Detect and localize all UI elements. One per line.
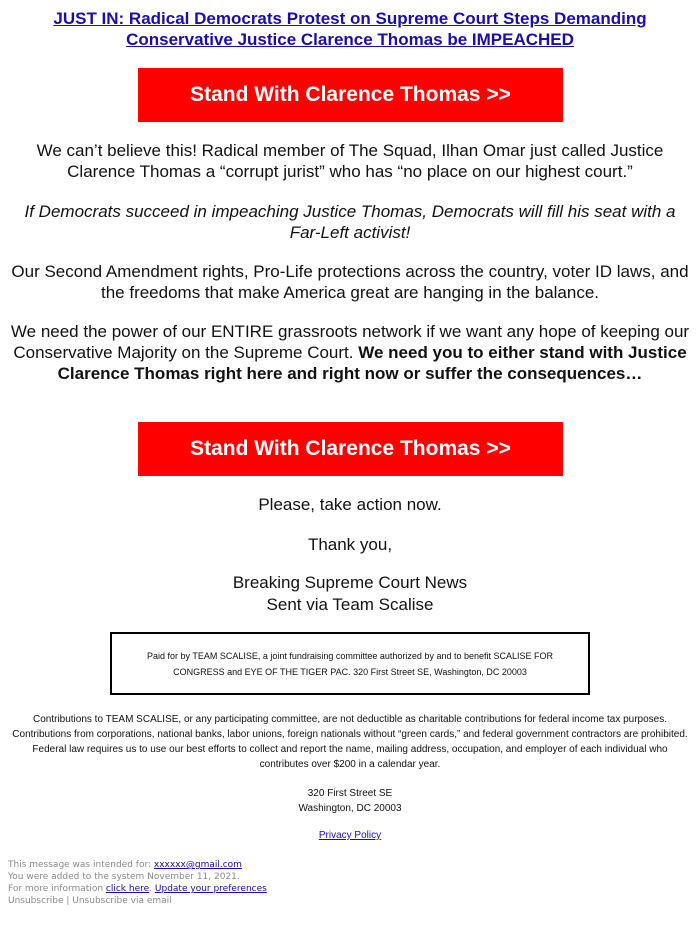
update-preferences-link[interactable]: Update your preferences [154,884,267,894]
legal-notice: Contributions to TEAM SCALISE, or any participating committee, are not deductible as charitable contributions for federal income tax purposes. Contributions from corporations, national banks, labor unions, foreign nationals without “green cards,” and federal government contractors are prohibited. Federal law requires us to use our best efforts to collect and report the name, mailing address, occupation, and employer of each individual who contributes over $200 in a calendar year. [12,714,688,770]
click-here-link[interactable]: click here [105,884,150,894]
signature-line-1: Breaking Supreme Court News [232,573,468,592]
privacy-row [10,828,690,843]
headline [0,8,700,50]
paid-for-text: Paid for by TEAM SCALISE, a joint fundraising committee authorized by and to benefit SCALISE FOR CONGRESS and EYE OF THE TIGER PAC. 320 First Street SE, Washington, DC 20003 [146,650,554,677]
privacy-policy-link[interactable]: Privacy Policy [318,830,382,841]
paid-for-disclaimer [110,632,590,695]
take-action-text: Please, take action now. [258,495,442,514]
headline-line-2[interactable]: Conservative Justice Clarence Thomas be IMPEACHED [126,30,574,49]
headline-link[interactable] [53,9,646,49]
warning-paragraph: If Democrats succeed in impeaching Justice Thomas, Democrats will fill his seat with a Far-Left activist! [24,202,676,242]
thank-you-text: Thank you, [307,535,393,554]
rights-paragraph: Our Second Amendment rights, Pro-Life protections across the country, voter ID laws, and the freedoms that make America great are hanging in the balance. [11,262,689,302]
more-info-separator: . [149,884,155,894]
footer-meta [8,859,508,907]
intended-recipient-row [8,859,508,871]
unsubscribe-link[interactable]: Unsubscribe [8,896,64,906]
cta-button-bottom[interactable]: Stand With Clarence Thomas >> [138,422,563,476]
appeal-text: We need the power of our ENTIRE grassroots network if we want any hope of keeping our Conservative Majority on the Supreme Court. [10,322,690,362]
added-date-text: You were added to the system November 11, 2021. [8,872,240,882]
more-info-row [8,883,508,895]
appeal-paragraph [8,321,692,384]
headline-line-1[interactable]: JUST IN: Radical Democrats Protest on Supreme Court Steps Demanding [53,9,647,28]
intended-label: This message was intended for: [8,860,154,870]
mailing-address [10,786,690,816]
address-line-1: 320 First Street SE [307,788,393,799]
intro-paragraph: We can’t believe this! Radical member of The Squad, Ilhan Omar just called Justice Clarence Thomas a “corrupt jurist” who has “no place on our highest court.” [36,141,664,181]
unsubscribe-email-link[interactable]: Unsubscribe via email [72,896,172,906]
recipient-email-link[interactable]: xxxxxx@gmail.com [153,860,242,870]
more-info-label: For more information [8,884,106,894]
appeal-bold-text: We need you to either stand with Justice Clarence Thomas right here and right now or suffer the consequences… [57,343,687,383]
unsubscribe-separator: | [63,896,73,906]
cta-button-top[interactable]: Stand With Clarence Thomas >> [138,68,563,122]
unsubscribe-row [8,895,508,907]
address-line-2: Washington, DC 20003 [298,803,402,814]
signature-line-2: Sent via Team Scalise [266,595,434,614]
